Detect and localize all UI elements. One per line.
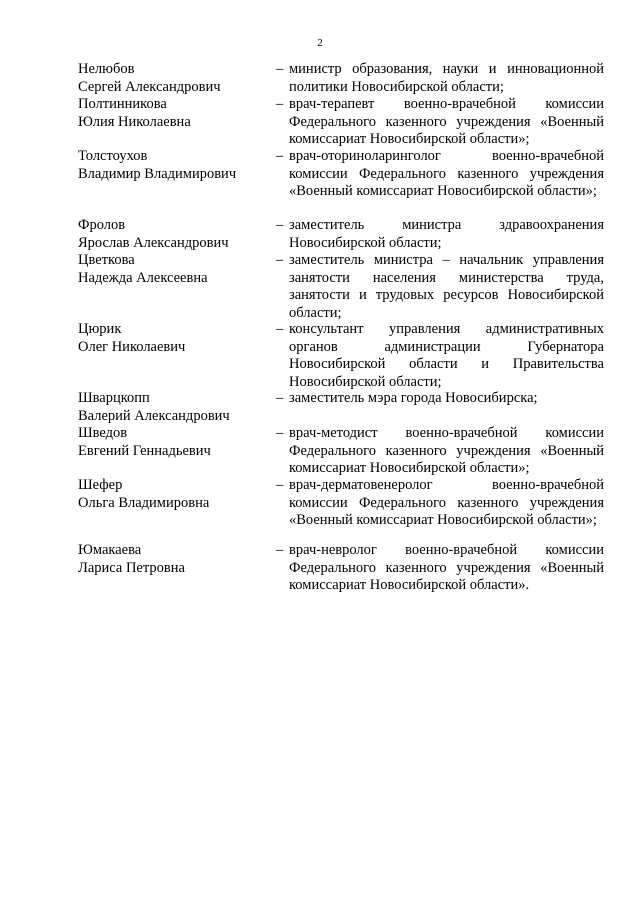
member-name [78, 542, 268, 577]
dash-separator: – [276, 321, 284, 337]
member-given-names: Евгений Геннадьевич [78, 442, 211, 459]
member-surname: Нелюбов [78, 61, 135, 77]
member-name [78, 61, 268, 96]
member-surname: Цюрик [78, 321, 122, 337]
member-name [78, 252, 268, 287]
member-given-names: Лариса Петровна [78, 559, 185, 576]
dash-separator: – [276, 61, 284, 77]
member-given-names: Владимир Владимирович [78, 165, 237, 182]
member-given-names: Надежда Алексеевна [78, 269, 208, 286]
member-given-names: Ярослав Александрович [78, 234, 229, 251]
member-position: заместитель мэра города Новосибирска; [289, 390, 538, 406]
member-surname: Шварцкопп [78, 390, 150, 406]
member-name [78, 321, 268, 356]
member-name [78, 477, 268, 512]
member-surname: Толстоухов [78, 148, 148, 164]
member-name [78, 96, 268, 131]
dash-separator: – [276, 477, 284, 493]
member-position: врач-невролог военно-врачебной комиссии Федерального казенного учреждения «Военный комиссариат Новосибирской области». [289, 542, 604, 594]
member-position: врач-оториноларинголог военно-врачебной комиссии Федерального казенного учреждения «Военный комиссариат Новосибирской области»; [289, 148, 604, 200]
member-given-names: Юлия Николаевна [78, 113, 191, 130]
page-number: 2 [317, 37, 323, 49]
dash-separator: – [276, 542, 284, 558]
member-position: заместитель министра – начальник управления занятости населения министерства труда, занятости и трудовых ресурсов Новосибирской области; [289, 252, 604, 321]
dash-separator: – [276, 425, 284, 441]
member-position: врач-дерматовенеролог военно-врачебной комиссии Федерального казенного учреждения «Военный комиссариат Новосибирской области»; [289, 477, 604, 529]
member-position: заместитель министра здравоохранения Новосибирской области; [289, 217, 604, 251]
member-position: министр образования, науки и инновационной политики Новосибирской области; [289, 61, 604, 95]
member-position: врач-терапевт военно-врачебной комиссии Федерального казенного учреждения «Военный комиссариат Новосибирской области»; [289, 96, 604, 148]
member-name [78, 217, 268, 252]
member-name [78, 390, 268, 425]
member-surname: Шефер [78, 477, 123, 493]
dash-separator: – [276, 96, 284, 112]
member-surname: Цветкова [78, 252, 135, 268]
member-surname: Шведов [78, 425, 128, 441]
member-given-names: Ольга Владимировна [78, 494, 210, 511]
dash-separator: – [276, 390, 284, 406]
member-given-names: Сергей Александрович [78, 78, 221, 95]
member-position: консультант управления административных органов администрации Губернатора Новосибирской области и Правительства Новосибирской области; [289, 321, 604, 390]
dash-separator: – [276, 148, 284, 164]
member-given-names: Олег Николаевич [78, 338, 186, 355]
member-position: врач-методист военно-врачебной комиссии Федерального казенного учреждения «Военный комиссариат Новосибирской области»; [289, 425, 604, 477]
dash-separator: – [276, 217, 284, 233]
member-surname: Юмакаева [78, 542, 142, 558]
dash-separator: – [276, 252, 284, 268]
member-name [78, 148, 268, 183]
member-given-names: Валерий Александрович [78, 407, 230, 424]
member-surname: Фролов [78, 217, 126, 233]
member-surname: Полтинникова [78, 96, 167, 112]
member-name [78, 425, 268, 460]
